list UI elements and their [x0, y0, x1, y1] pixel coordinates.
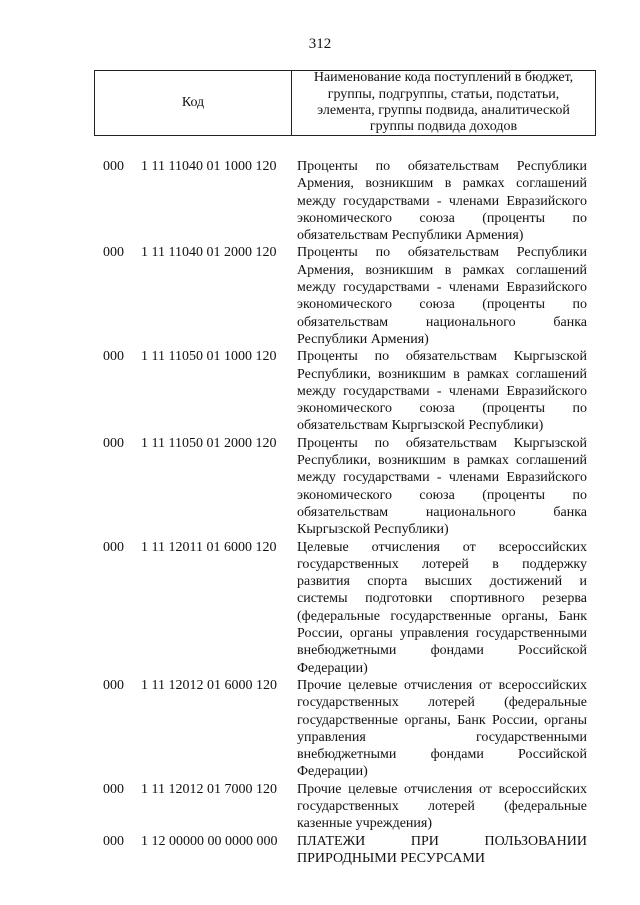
revenue-description — [297, 158, 587, 244]
admin-code: 000 — [103, 781, 124, 797]
table-row — [0, 781, 640, 833]
table-row — [0, 435, 640, 539]
description-line: Армения, возникшим в рамках соглашений — [297, 262, 587, 278]
revenue-description — [297, 677, 587, 781]
description-line: Прочие целевые отчисления от всероссийских — [297, 781, 587, 797]
description-line: Проценты по обязательствам Кыргызской — [297, 435, 587, 451]
description-line: внебюджетными фондами Российской — [297, 747, 587, 763]
description-line: внебюджетными фондами Российской — [297, 643, 587, 659]
header-name-cell: Наименование кода поступлений в бюджет, группы, подгруппы, статьи, подстатьи, элемента, группы подвида, аналитической группы подвида доходов — [313, 70, 574, 135]
description-line: обязательствам национального банка — [297, 504, 587, 520]
revenue-description — [297, 539, 587, 677]
table-row — [0, 539, 640, 677]
description-line: государственных лотерей в поддержку — [297, 556, 587, 572]
table-row — [0, 677, 640, 781]
description-line: системы подготовки спортивного резерва — [297, 591, 587, 607]
page-number: 312 — [308, 36, 332, 52]
description-line: ПРИРОДНЫМИ РЕСУРСАМИ — [297, 850, 485, 866]
table-body — [0, 158, 640, 867]
description-line: Проценты по обязательствам Республики — [297, 159, 587, 174]
description-line: России, органы управления государственными — [297, 626, 587, 642]
admin-code: 000 — [103, 435, 124, 451]
table-row — [0, 833, 640, 868]
description-line: управления государственными — [297, 729, 587, 745]
table-row — [0, 244, 640, 348]
description-line: обязательствам Кыргызской Республики) — [297, 418, 544, 434]
description-line: (федеральные государственные органы, Банк — [297, 608, 587, 624]
description-line: государственных лотерей (федеральные — [297, 798, 587, 814]
description-line: между государствами - членами Евразийского — [297, 193, 587, 209]
description-line: ПЛАТЕЖИ ПРИ ПОЛЬЗОВАНИИ — [297, 833, 587, 849]
description-line: экономического союза (проценты по — [297, 297, 587, 313]
table-header — [94, 70, 596, 136]
description-line: обязательствам Республики Армения) — [297, 228, 524, 244]
revenue-code: 1 11 11040 01 2000 120 — [141, 245, 277, 261]
table-row — [0, 158, 640, 244]
description-line: между государствами - членами Евразийского — [297, 280, 587, 296]
revenue-description — [297, 435, 587, 539]
revenue-code: 1 11 12011 01 6000 120 — [141, 539, 277, 555]
revenue-code: 1 11 12012 01 7000 120 — [141, 781, 277, 797]
admin-code: 000 — [103, 677, 124, 693]
description-line: Республики, возникшим в рамках соглашений — [297, 366, 587, 382]
description-line: Республики, возникшим в рамках соглашений — [297, 453, 587, 469]
description-line: Республики Армения) — [297, 331, 429, 347]
revenue-description — [297, 348, 587, 434]
description-line: Армения, возникшим в рамках соглашений — [297, 176, 587, 192]
description-line: Проценты по обязательствам Кыргызской — [297, 349, 587, 365]
description-line: государственные органы, Банк России, органы — [297, 712, 587, 728]
description-line: Кыргызской Республики) — [297, 522, 449, 538]
description-line: государственных лотерей (федеральные — [297, 695, 587, 711]
description-line: обязательствам национального банка — [297, 314, 587, 330]
revenue-code: 1 11 12012 01 6000 120 — [141, 677, 277, 693]
revenue-description — [297, 833, 587, 868]
description-line: Федерации) — [297, 764, 368, 780]
admin-code: 000 — [103, 349, 124, 365]
revenue-description — [297, 781, 587, 833]
admin-code: 000 — [103, 539, 124, 555]
header-code-cell: Код — [95, 71, 292, 135]
description-line: казенные учреждения) — [297, 816, 433, 832]
description-line: Целевые отчисления от всероссийских — [297, 539, 587, 555]
revenue-description — [297, 244, 587, 348]
revenue-code: 1 11 11050 01 1000 120 — [141, 349, 277, 365]
description-line: развития спорта высших достижений и — [297, 574, 587, 590]
table-row — [0, 348, 640, 434]
description-line: Проценты по обязательствам Республики — [297, 245, 587, 261]
admin-code: 000 — [103, 245, 124, 261]
description-line: между государствами - членами Евразийского — [297, 383, 587, 399]
description-line: экономического союза (проценты по — [297, 210, 587, 226]
description-line: между государствами - членами Евразийского — [297, 470, 587, 486]
description-line: Федерации) — [297, 660, 368, 676]
revenue-code: 1 11 11050 01 2000 120 — [141, 435, 277, 451]
revenue-code: 1 12 00000 00 0000 000 — [141, 833, 278, 849]
revenue-code: 1 11 11040 01 1000 120 — [141, 159, 277, 174]
description-line: экономического союза (проценты по — [297, 487, 587, 503]
admin-code: 000 — [103, 159, 124, 174]
description-line: экономического союза (проценты по — [297, 401, 587, 417]
admin-code: 000 — [103, 833, 124, 849]
description-line: Прочие целевые отчисления от всероссийских — [297, 677, 587, 693]
